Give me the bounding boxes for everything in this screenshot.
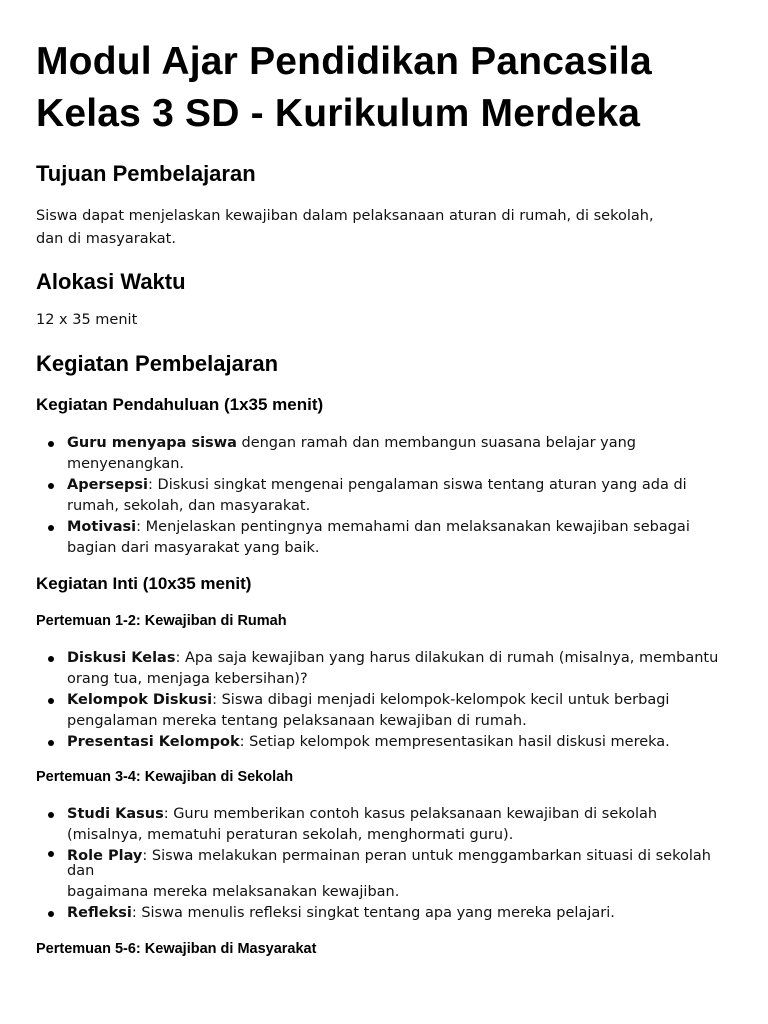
item-text: : Guru memberikan contoh kasus pelaksanaan kewajiban di sekolah (misalnya, mematuhi peraturan sekolah, menghormati guru).: [67, 806, 658, 843]
list-item: [67, 433, 707, 475]
document-title: [36, 36, 732, 140]
item-bold: Diskusi Kelas: [67, 650, 176, 666]
item-text: : Setiap kelompok mempresentasikan hasil diskusi mereka.: [239, 734, 670, 750]
item-text: : Siswa dibagi menjadi kelompok-kelompok kecil untuk berbagi pengalaman mereka tentang pelaksanaan kewajiban di rumah.: [67, 692, 670, 729]
heading-kegiatan: Kegiatan Pembelajaran: [36, 351, 279, 376]
item-text: dengan ramah dan membangun suasana belajar yang menyenangkan.: [67, 435, 637, 472]
item-bold: Apersepsi: [67, 477, 149, 493]
item-bold: Role Play: [67, 848, 143, 864]
list-item: [67, 732, 737, 753]
tujuan-text: Siswa dapat menjelaskan kewajiban dalam pelaksanaan aturan di rumah, di sekolah, dan di masyarakat.: [36, 208, 654, 247]
item-text: : Menjelaskan pentingnya memahami dan melaksanakan kewajiban sebagai bagian dari masyarakat yang baik.: [67, 519, 690, 556]
heading-pertemuan-3-4: Pertemuan 3-4: Kewajiban di Sekolah: [36, 769, 294, 785]
item-bold: Motivasi: [67, 519, 137, 535]
bullet-icon: [48, 698, 54, 704]
item-text: : Siswa melakukan permainan peran untuk menggambarkan situasi di sekolah dan: [67, 848, 711, 879]
list-pertemuan-1-2: [36, 648, 737, 753]
title-line-2: Kelas 3 SD - Kurikulum Merdeka: [36, 92, 641, 135]
alokasi-text: 12 x 35 menit: [36, 312, 138, 328]
bullet-icon: [48, 483, 54, 489]
item-text: : Siswa menulis refleksi singkat tentang apa yang mereka pelajari.: [131, 905, 615, 921]
heading-alokasi: Alokasi Waktu: [36, 269, 186, 294]
bullet-icon: [48, 441, 54, 447]
heading-pertemuan-5-6: Pertemuan 5-6: Kewajiban di Masyarakat: [36, 941, 317, 957]
item-bold: Refleksi: [67, 905, 132, 921]
item-bold: Presentasi Kelompok: [67, 734, 240, 750]
item-text: : Apa saja kewajiban yang harus dilakukan di rumah (misalnya, membantu orang tua, menjaga kebersihan)?: [67, 650, 719, 687]
bullet-icon: [48, 851, 54, 857]
bullet-icon: [48, 525, 54, 531]
list-pendahuluan: [36, 433, 707, 559]
list-item: [67, 648, 737, 690]
heading-pendahuluan: Kegiatan Pendahuluan (1x35 menit): [36, 395, 324, 414]
list-item: [67, 846, 737, 903]
list-item: [67, 690, 737, 732]
bullet-icon: [48, 911, 54, 917]
heading-pertemuan-1-2: Pertemuan 1-2: Kewajiban di Rumah: [36, 613, 287, 629]
list-item: [67, 475, 707, 517]
item-text-continued: bagaimana mereka melaksanakan kewajiban.: [67, 884, 400, 900]
item-bold: Guru menyapa siswa: [67, 435, 237, 451]
title-line-1: Modul Ajar Pendidikan Pancasila: [36, 40, 652, 83]
list-item: [67, 804, 737, 846]
item-text: : Diskusi singkat mengenai pengalaman siswa tentang aturan yang ada di rumah, sekolah, dan masyarakat.: [67, 477, 687, 514]
bullet-icon: [48, 812, 54, 818]
heading-tujuan: Tujuan Pembelajaran: [36, 161, 256, 186]
list-pertemuan-3-4: [36, 804, 737, 924]
list-item: [67, 903, 737, 924]
item-bold: Kelompok Diskusi: [67, 692, 213, 708]
heading-inti: Kegiatan Inti (10x35 menit): [36, 574, 252, 593]
item-bold: Studi Kasus: [67, 806, 164, 822]
bullet-icon: [48, 656, 54, 662]
list-item: [67, 517, 707, 559]
bullet-icon: [48, 740, 54, 746]
